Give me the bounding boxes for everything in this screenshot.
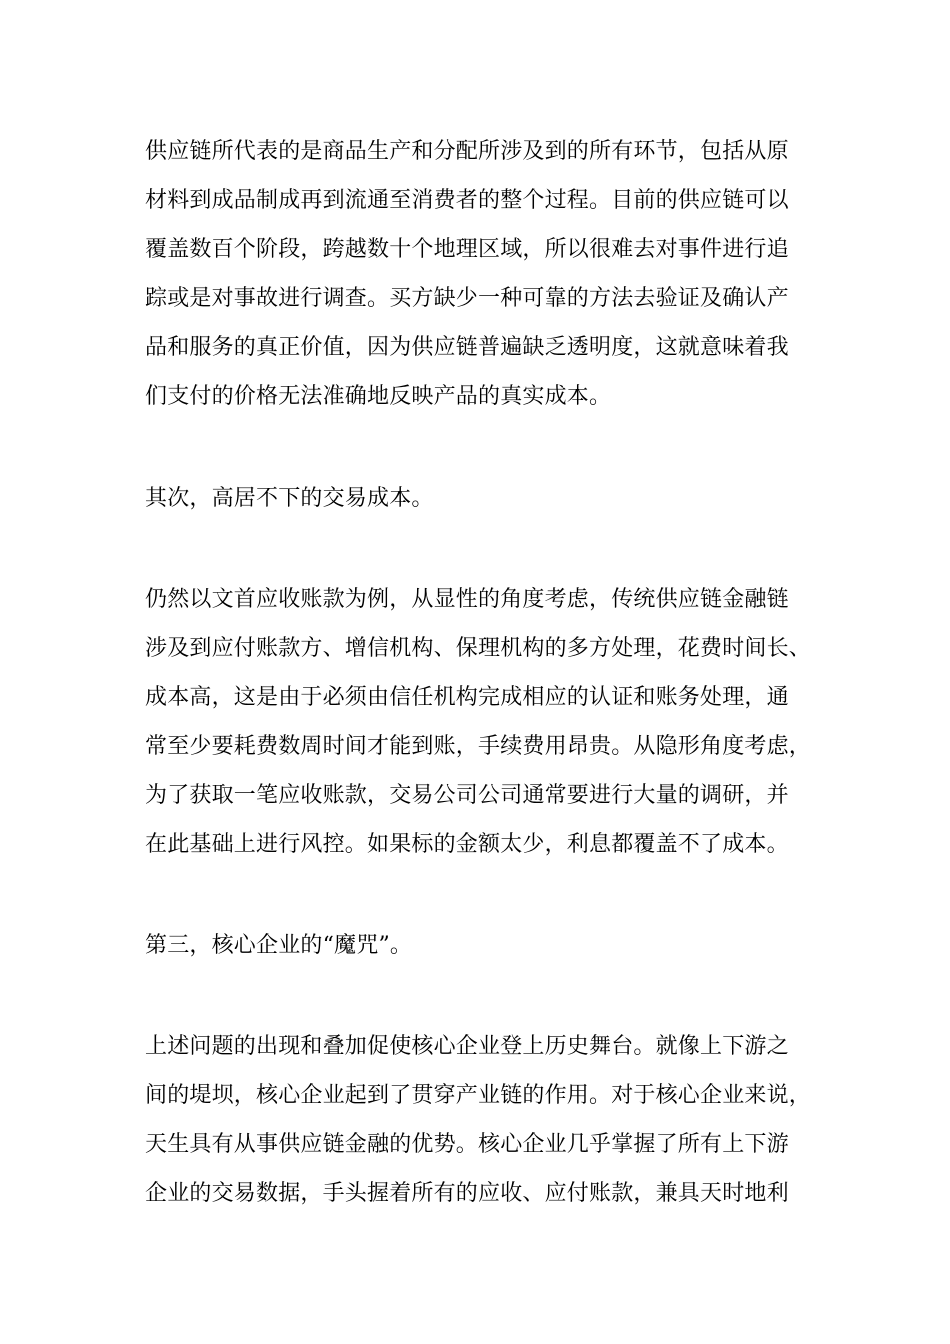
paragraph-1-line-2: 材料到成品制成再到流通至消费者的整个过程。目前的供应链可以 [145,188,789,213]
paragraph-3-line-4: 常至少要耗费数周时间才能到账，手续费用昂贵。从隐形角度考虑， [145,734,812,759]
paragraph-3-line-1: 仍然以文首应收账款为例，从显性的角度考虑，传统供应链金融链 [145,587,789,612]
paragraph-1-line-3: 覆盖数百个阶段，跨越数十个地理区域，所以很难去对事件进行追 [145,237,789,262]
paragraph-5-line-3: 天生具有从事供应链金融的优势。核心企业几乎掌握了所有上下游 [145,1132,789,1157]
paragraph-3-line-2: 涉及到应付账款方、增信机构、保理机构的多方处理，花费时间长、 [145,636,812,661]
paragraph-5-line-4: 企业的交易数据，手头握着所有的应收、应付账款，兼具天时地利 [145,1181,789,1206]
paragraph-2-line-1: 其次，高居不下的交易成本。 [145,486,434,511]
paragraph-5-line-2: 间的堤坝，核心企业起到了贯穿产业链的作用。对于核心企业来说， [145,1083,812,1108]
paragraph-1-line-4: 踪或是对事故进行调查。买方缺少一种可靠的方法去验证及确认产 [145,286,789,311]
paragraph-1-line-1: 供应链所代表的是商品生产和分配所涉及到的所有环节，包括从原 [145,139,789,164]
paragraph-3-line-6: 在此基础上进行风控。如果标的金额太少，利息都覆盖不了成本。 [145,832,789,857]
paragraph-3-line-3: 成本高，这是由于必须由信任机构完成相应的认证和账务处理，通 [145,685,789,710]
paragraph-4-line-1: 第三，核心企业的“魔咒”。 [145,933,413,958]
paragraph-1-line-5: 品和服务的真正价值，因为供应链普遍缺乏透明度，这就意味着我 [145,335,789,360]
paragraph-1-line-6: 们支付的价格无法准确地反映产品的真实成本。 [145,384,612,409]
paragraph-3-line-5: 为了获取一笔应收账款，交易公司公司通常要进行大量的调研，并 [145,783,789,808]
paragraph-5-line-1: 上述问题的出现和叠加促使核心企业登上历史舞台。就像上下游之 [145,1034,789,1059]
